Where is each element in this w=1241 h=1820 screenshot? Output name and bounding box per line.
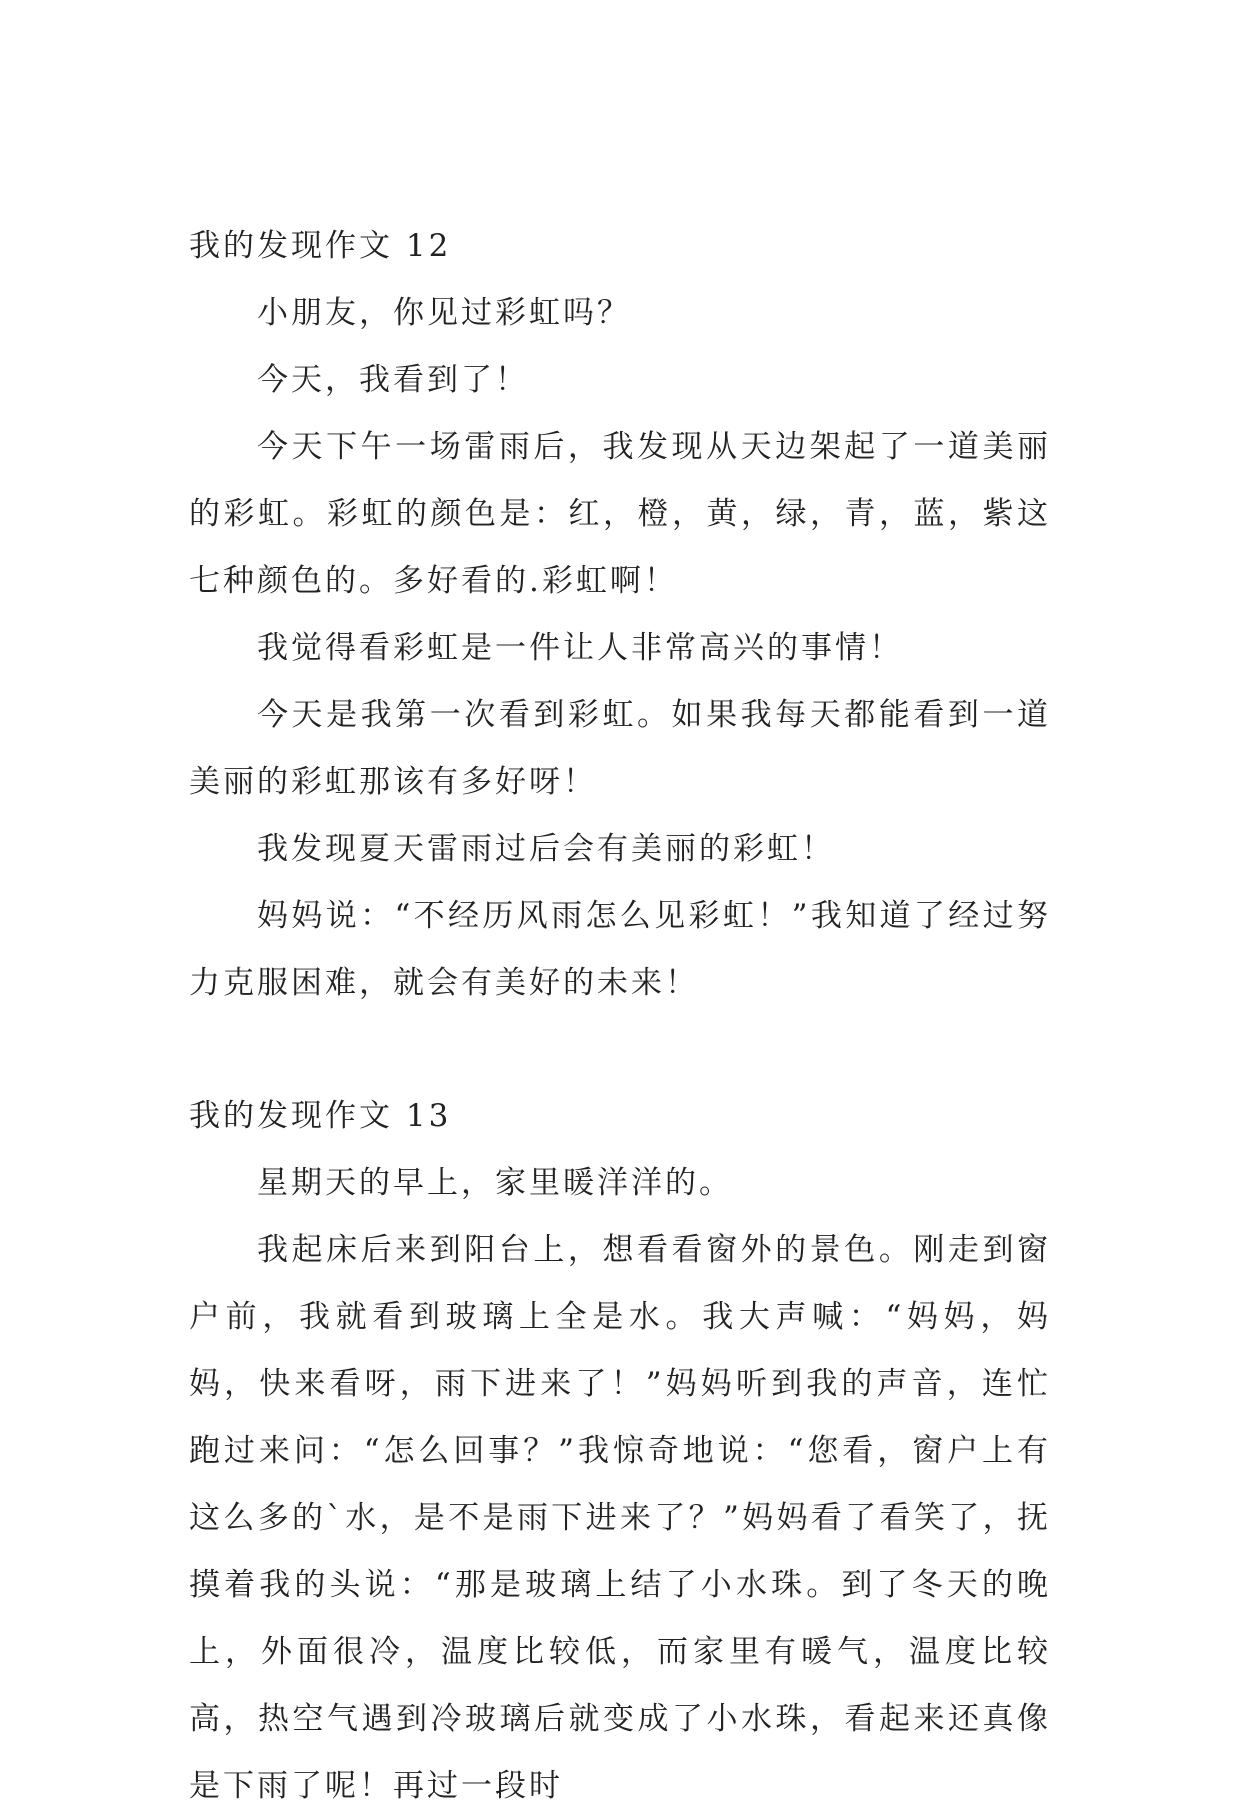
- document-content: [189, 213, 1051, 1820]
- essay-section-13: [189, 1083, 1051, 1820]
- essay-paragraph: 星期天的早上，家里暖洋洋的。: [257, 1165, 733, 1201]
- essay-section-12: [189, 213, 1051, 1017]
- essay-paragraph: 妈妈说：“不经历风雨怎么见彩虹！”我知道了经过努力克服困难，就会有美好的未来！: [189, 898, 1051, 1001]
- essay-paragraph: 小朋友，你见过彩虹吗？: [257, 295, 631, 331]
- essay-paragraph: 今天下午一场雷雨后，我发现从天边架起了一道美丽的彩虹。彩虹的颜色是：红，橙，黄，绿，青，蓝，紫这七种颜色的。多好看的.彩虹啊！: [189, 429, 1051, 599]
- essay-paragraph: 我觉得看彩虹是一件让人非常高兴的事情！: [257, 630, 903, 666]
- essay-paragraph: 我起床后来到阳台上，想看看窗外的景色。刚走到窗户前，我就看到玻璃上全是水。我大声喊：“妈妈，妈妈，快来看呀，雨下进来了！”妈妈听到我的声音，连忙跑过来问：“怎么回事？”我惊奇地说：“您看，窗户上有这么多的`水，是不是雨下进来了？”妈妈看了看笑了，抚摸着我的头说：“那是玻璃上结了小水珠。到了冬天的晚上，外面很冷，温度比较低，而家里有暖气，温度比较高，热空气遇到冷玻璃后就变成了小水珠，看起来还真像是下雨了呢！再过一段时: [189, 1232, 1051, 1804]
- essay-paragraph: 我发现夏天雷雨过后会有美丽的彩虹！: [257, 831, 835, 867]
- essay-paragraph: 今天，我看到了！: [257, 362, 529, 398]
- essay-paragraph: 今天是我第一次看到彩虹。如果我每天都能看到一道美丽的彩虹那该有多好呀！: [189, 697, 1051, 800]
- essay-title: 我的发现作文 13: [189, 1098, 452, 1134]
- essay-title: 我的发现作文 12: [189, 228, 452, 264]
